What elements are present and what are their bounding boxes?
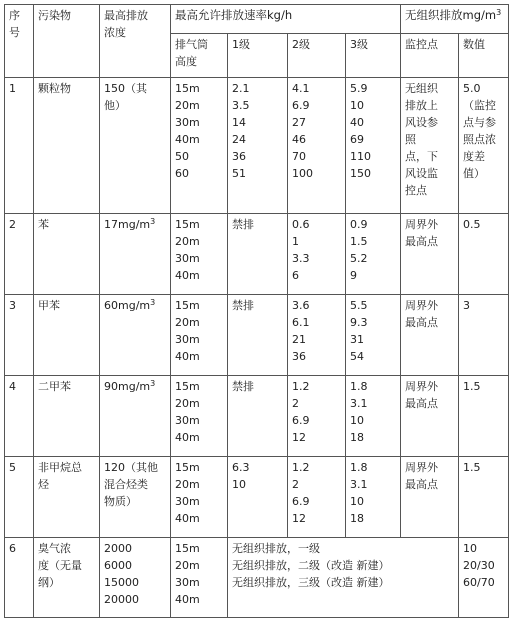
concentration-sup: 3	[150, 217, 156, 226]
cell-value: 5.0 （监控 点与参 照点浓 度差 值）	[459, 78, 509, 214]
table-row	[5, 538, 509, 618]
header-value: 数值	[459, 34, 509, 78]
cell-monitor-point: 周界外 最高点	[401, 457, 459, 538]
concentration-text: 60mg/m	[104, 299, 151, 312]
cell-level3: 5.5 9.3 31 54	[346, 295, 401, 376]
table-row	[5, 457, 509, 538]
concentration-text: 150（其 他）	[104, 82, 147, 113]
table-row	[5, 376, 509, 457]
cell-value: 1.5	[459, 376, 509, 457]
header-fugitive-sup: 3	[496, 8, 502, 17]
cell-stack-heights: 15m 20m 30m 40m 50 60	[171, 78, 228, 214]
cell-level1: 2.1 3.5 14 24 36 51	[228, 78, 288, 214]
cell-seq: 4	[5, 376, 34, 457]
header-level2: 2级	[288, 34, 346, 78]
cell-monitor-point: 周界外 最高点	[401, 214, 459, 295]
cell-pollutant: 二甲苯	[34, 376, 100, 457]
cell-monitor-point: 周界外 最高点	[401, 376, 459, 457]
cell-value: 0.5	[459, 214, 509, 295]
emission-standards-table	[4, 4, 509, 618]
table-row	[5, 295, 509, 376]
cell-level2: 1.2 2 6.9 12	[288, 457, 346, 538]
cell-level2: 1.2 2 6.9 12	[288, 376, 346, 457]
cell-stack-heights: 15m 20m 30m 40m	[171, 295, 228, 376]
cell-seq: 2	[5, 214, 34, 295]
cell-seq: 1	[5, 78, 34, 214]
cell-pollutant: 臭气浓 度（无量 纲）	[34, 538, 100, 618]
header-level3: 3级	[346, 34, 401, 78]
concentration-text: 120（其他 混合烃类 物质）	[104, 461, 158, 509]
cell-monitor-point: 周界外 最高点	[401, 295, 459, 376]
header-max-concentration: 最高排放 浓度	[100, 5, 171, 78]
cell-concentration	[100, 295, 171, 376]
cell-level1: 6.3 10	[228, 457, 288, 538]
header-level1: 1级	[228, 34, 288, 78]
cell-seq: 6	[5, 538, 34, 618]
header-monitor-point: 监控点	[401, 34, 459, 78]
cell-value: 10 20/30 60/70	[459, 538, 509, 618]
cell-stack-heights: 15m 20m 30m 40m	[171, 538, 228, 618]
cell-concentration	[100, 376, 171, 457]
concentration-text: 90mg/m	[104, 380, 151, 393]
cell-level1: 禁排	[228, 295, 288, 376]
cell-stack-heights: 15m 20m 30m 40m	[171, 376, 228, 457]
header-stack-height: 排气筒 高度	[171, 34, 228, 78]
header-seq: 序 号	[5, 5, 34, 78]
cell-monitor-point: 无组织 排放上 风设参 照 点，下 风设监 控点	[401, 78, 459, 214]
cell-pollutant: 颗粒物	[34, 78, 100, 214]
cell-stack-heights: 15m 20m 30m 40m	[171, 457, 228, 538]
header-fugitive	[401, 5, 509, 34]
cell-pollutant: 甲苯	[34, 295, 100, 376]
cell-seq: 5	[5, 457, 34, 538]
cell-level2: 3.6 6.1 21 36	[288, 295, 346, 376]
cell-level2: 4.1 6.9 27 46 70 100	[288, 78, 346, 214]
cell-pollutant: 非甲烷总 烃	[34, 457, 100, 538]
cell-merged-fugitive-note: 无组织排放，一级 无组织排放，二级（改造 新建） 无组织排放，三级（改造 新建）	[228, 538, 459, 618]
concentration-sup: 3	[150, 298, 156, 307]
cell-level3: 5.9 10 40 69 110 150	[346, 78, 401, 214]
cell-level1: 禁排	[228, 376, 288, 457]
concentration-sup: 3	[150, 379, 156, 388]
cell-level3: 1.8 3.1 10 18	[346, 457, 401, 538]
cell-concentration	[100, 214, 171, 295]
cell-level1: 禁排	[228, 214, 288, 295]
cell-concentration	[100, 457, 171, 538]
cell-pollutant: 苯	[34, 214, 100, 295]
header-pollutant: 污染物	[34, 5, 100, 78]
cell-value: 1.5	[459, 457, 509, 538]
cell-concentration	[100, 78, 171, 214]
cell-level3: 1.8 3.1 10 18	[346, 376, 401, 457]
cell-stack-heights: 15m 20m 30m 40m	[171, 214, 228, 295]
concentration-text: 17mg/m	[104, 218, 151, 231]
header-row-1	[5, 5, 509, 34]
cell-concentration: 2000 6000 15000 20000	[100, 538, 171, 618]
cell-seq: 3	[5, 295, 34, 376]
header-max-rate: 最高允许排放速率kg/h	[171, 5, 401, 34]
table-row	[5, 78, 509, 214]
cell-value: 3	[459, 295, 509, 376]
table-row	[5, 214, 509, 295]
header-fugitive-text: 无组织排放mg/m	[405, 8, 497, 22]
cell-level3: 0.9 1.5 5.2 9	[346, 214, 401, 295]
cell-level2: 0.6 1 3.3 6	[288, 214, 346, 295]
